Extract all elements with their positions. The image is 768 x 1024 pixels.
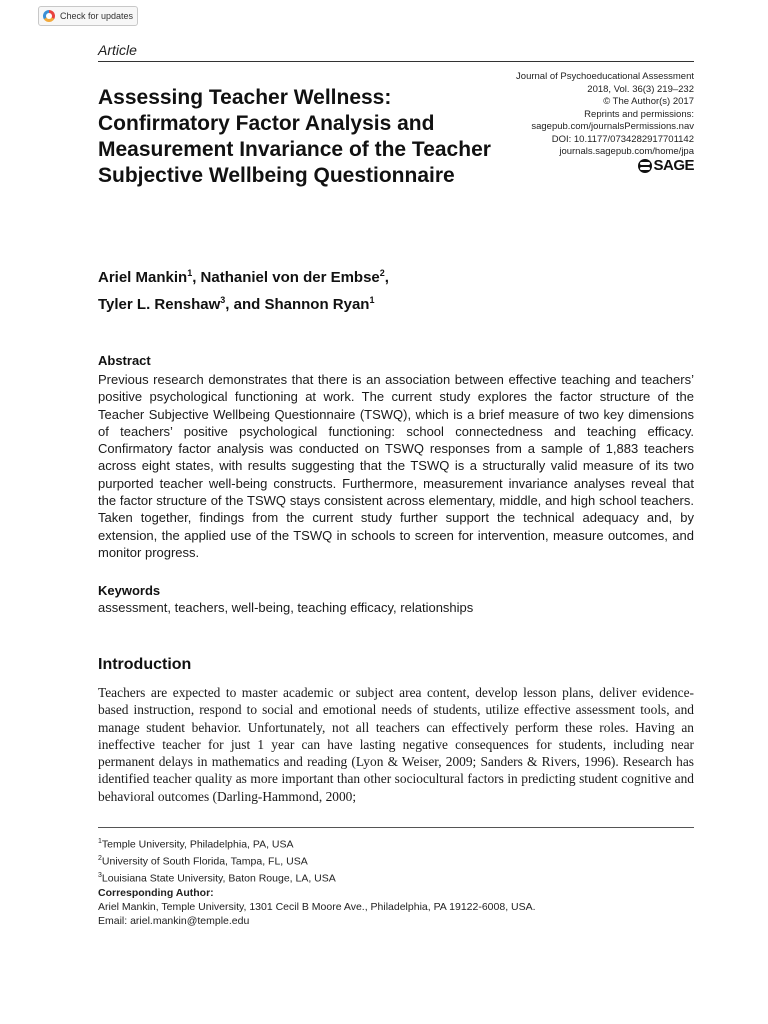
reprints-link[interactable]: sagepub.com/journalsPermissions.nav xyxy=(531,121,694,132)
crossmark-icon xyxy=(43,10,55,22)
affiliation-text: Louisiana State University, Baton Rouge, LA, USA xyxy=(101,872,336,885)
journal-volume: 2018, Vol. 36(3) 219–232 xyxy=(587,83,694,95)
author-name: Tyler L. Renshaw xyxy=(98,296,221,313)
author-affiliation-mark: 1 xyxy=(187,268,193,278)
article-type-label: Article xyxy=(98,42,137,58)
author-name: Nathaniel von der Embse xyxy=(200,269,380,286)
author-affiliation-mark: 3 xyxy=(220,295,226,305)
header-rule xyxy=(98,61,694,62)
affiliation-item xyxy=(98,835,694,852)
affiliation-number: 2 xyxy=(98,855,102,862)
abstract-section xyxy=(98,352,694,561)
sage-mark-icon xyxy=(638,159,652,173)
affiliation-number: 3 xyxy=(98,872,102,879)
corresponding-author xyxy=(98,886,694,928)
publisher-name: SAGE xyxy=(653,157,694,174)
journal-name: Journal of Psychoeducational Assessment xyxy=(516,71,694,82)
journal-info xyxy=(464,71,694,159)
affiliation-text: University of South Florida, Tampa, FL, USA xyxy=(101,855,308,868)
article-title: Assessing Teacher Wellness: Confirmatory Factor Analysis and Measurement Invariance of the Teacher Subjective Wellbeing Questionnaire xyxy=(98,86,491,187)
affiliations-list xyxy=(98,835,694,886)
author-list xyxy=(98,262,518,316)
copyright-notice: © The Author(s) 2017 xyxy=(603,96,694,107)
author-separator: , xyxy=(192,269,201,286)
introduction-text: Teachers are expected to master academic or subject area content, develop lesson plans, deliver evidence-based instruction, respond to social and emotional needs of students, utilize effective assessment tools, and manage student behavior. Unfortunately, not all teachers can effectively perform these roles. Having an ineffective teacher for just 1 year can have lasting negative consequences for students, including near permanent delays in mathematics and reading (Lyon & Weiser, 2009; Sanders & Rivers, 1996). Research has identified teacher quality as more important than other sociocultural factors in predicting student cognitive and behavioral outcomes (Darling-Hammond, 2000; xyxy=(98,685,694,804)
corresponding-author-label: Corresponding Author: xyxy=(98,887,214,899)
author-affiliation-mark: 1 xyxy=(369,295,375,305)
affiliation-item xyxy=(98,869,694,886)
introduction-heading: Introduction xyxy=(98,656,192,673)
doi-link[interactable]: DOI: 10.1177/0734282917701142 xyxy=(551,133,694,145)
abstract-heading: Abstract xyxy=(98,353,151,368)
abstract-text: Previous research demonstrates that there is an association between effective teaching and teachers’ positive psychological functioning at work. The current study explores the factor structure of the Teacher Subjective Wellbeing Questionnaire (TSWQ), which is a brief measure of two key dimensions of teachers’ positive psychological functioning: school connectedness and teaching efficacy. Confirmatory factor analysis was conducted on TSWQ responses from a sample of 1,883 teachers across eight states, with results suggesting that the TSWQ is a structurally valid measure of its two purported teacher well-being constructs. Furthermore, measurement invariance analyses reveal that the factor structure of the TSWQ stays consistent across elementary, middle, and high school teachers. Taken together, findings from the current study further support the technical adequacy and, by extension, the applied use of the TSWQ in schools to screen for intervention, measure outcomes, and monitor progress. xyxy=(98,372,694,560)
author-name: Ariel Mankin xyxy=(98,269,188,286)
author-separator: , and xyxy=(225,296,265,313)
corresponding-author-email[interactable]: Email: ariel.mankin@temple.edu xyxy=(98,915,250,927)
check-for-updates-label: Check for updates xyxy=(60,11,134,21)
check-for-updates-button[interactable] xyxy=(38,6,138,26)
journal-homepage-link[interactable]: journals.sagepub.com/home/jpa xyxy=(559,146,694,157)
affiliation-text: Temple University, Philadelphia, PA, USA xyxy=(101,838,294,851)
author-separator: , xyxy=(384,269,389,286)
footnote-rule xyxy=(98,827,694,828)
reprints-label: Reprints and permissions: xyxy=(584,108,694,120)
affiliation-number: 1 xyxy=(98,838,102,845)
corresponding-author-address: Ariel Mankin, Temple University, 1301 Cecil B Moore Ave., Philadelphia, PA 19122-6008, USA. xyxy=(98,901,536,913)
keywords-section xyxy=(98,582,694,616)
keywords-text: assessment, teachers, well-being, teaching efficacy, relationships xyxy=(98,600,474,615)
author-affiliation-mark: 2 xyxy=(379,268,385,278)
keywords-heading: Keywords xyxy=(98,583,161,598)
affiliation-item xyxy=(98,852,694,869)
sage-logo xyxy=(638,157,694,174)
author-name: Shannon Ryan xyxy=(264,296,370,313)
